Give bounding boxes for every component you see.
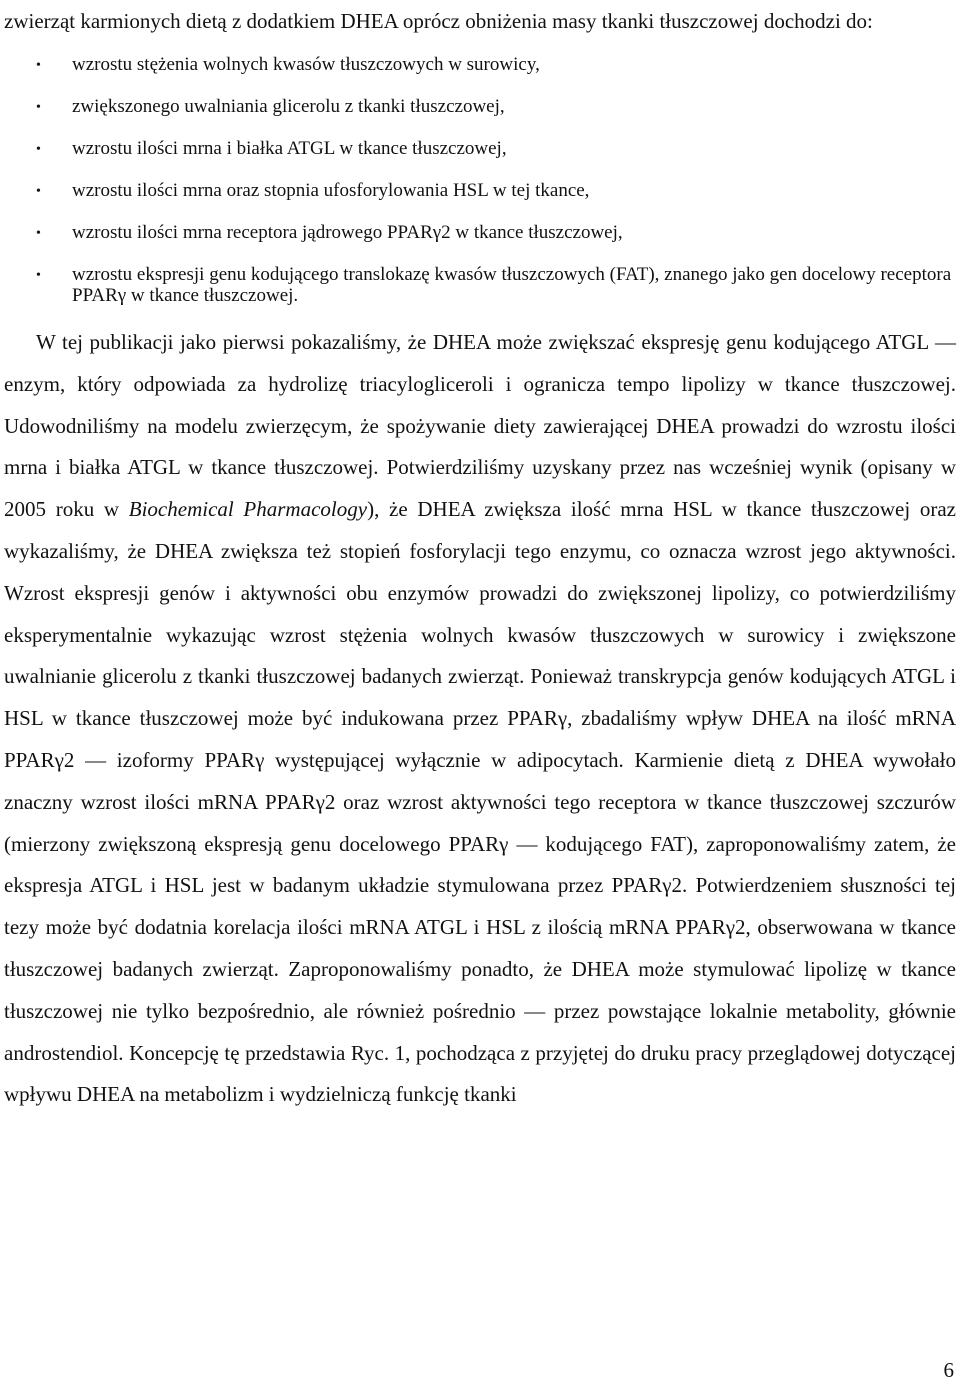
list-item-text: wzrostu ilości mrna oraz stopnia ufosforylowania HSL w tej tkance, — [72, 180, 590, 201]
list-item — [4, 96, 956, 117]
main-paragraph — [4, 322, 956, 1116]
document-page — [4, 0, 956, 1116]
paragraph-text-part1: W tej publikacji jako pierwsi pokazaliśmy, że DHEA może zwiększać ekspresję genu kodującego ATGL — enzym, który odpowiada za hydrolizę triacylogliceroli i ogranicza tempo lipolizy w tkance tłuszczowej. Udowodniliśmy na modelu zwierzęcym, że spożywanie diety zawierającej DHEA prowadzi do wzrostu ilości mrna i białka ATGL w tkance tłuszczowej. Potwierdziliśmy uzyskany przez nas wcześniej wynik (opisany w 2005 roku w — [4, 330, 956, 522]
list-item — [4, 138, 956, 159]
list-item-text: wzrostu ilości mrna receptora jądrowego PPARγ2 w tkance tłuszczowej, — [72, 222, 623, 243]
findings-list — [4, 54, 956, 306]
bullet-icon: • — [36, 268, 41, 283]
list-item-text: zwiększonego uwalniania glicerolu z tkanki tłuszczowej, — [72, 96, 505, 117]
list-item-text: wzrostu ilości mrna i białka ATGL w tkance tłuszczowej, — [72, 138, 507, 159]
list-item — [4, 180, 956, 201]
bullet-icon: • — [36, 58, 41, 73]
bullet-icon: • — [36, 142, 41, 157]
journal-title: Biochemical Pharmacology — [128, 497, 368, 522]
bullet-icon: • — [36, 184, 41, 199]
bullet-icon: • — [36, 226, 41, 241]
paragraph-text-part2: ), że DHEA zwiększa ilość mrna HSL w tkance tłuszczowej oraz wykazaliśmy, że DHEA zwiększa też stopień fosforylacji tego enzymu, co oznacza wzrost jego aktywności. Wzrost ekspresji genów i aktywności obu enzymów prowadzi do zwiększonej lipolizy, co potwierdziliśmy eksperymentalnie wykazując wzrost stężenia wolnych kwasów tłuszczowych w surowicy i zwiększone uwalnianie glicerolu z tkanki tłuszczowej badanych zwierząt. Ponieważ transkrypcja genów kodujących ATGL i HSL w tkance tłuszczowej może być indukowana przez PPARγ, zbadaliśmy wpływ DHEA na ilość mRNA PPARγ2 — izoformy PPARγ występującej wyłącznie w adipocytach. Karmienie dietą z DHEA wywołało znaczny wzrost ilości mRNA PPARγ2 oraz wzrost aktywności tego receptora w tkance tłuszczowej szczurów (mierzony zwiększoną ekspresją genu docelowego PPARγ — kodującego FAT), zaproponowaliśmy zatem, że ekspresja ATGL i HSL jest w badanym układzie stymulowana przez PPARγ2. Potwierdzeniem słuszności tej tezy może być dodatnia korelacja ilości mRNA ATGL i HSL z ilością mRNA PPARγ2, obserwowana w tkance tłuszczowej badanych zwierząt. Zaproponowaliśmy ponadto, że DHEA może stymulować lipolizę w tkance tłuszczowej nie tylko bezpośrednio, ale również pośrednio — przez powstające lokalnie metabolity, głównie androstendiol. Koncepcję tę przedstawia Ryc. 1, pochodząca z przyjętej do druku pracy przeglądowej dotyczącej wpływu DHEA na metabolizm i wydzielniczą funkcję tkanki — [4, 497, 956, 1107]
intro-text: zwierząt karmionych dietą z dodatkiem DHEA oprócz obniżenia masy tkanki tłuszczowej dochodzi do: — [4, 9, 873, 33]
list-item-text: wzrostu ekspresji genu kodującego translokazę kwasów tłuszczowych (FAT), znanego jako gen docelowy receptora PPARγ w tkance tłuszczowej. — [72, 264, 952, 306]
list-item-text: wzrostu stężenia wolnych kwasów tłuszczowych w surowicy, — [72, 54, 540, 75]
bullet-icon: • — [36, 100, 41, 115]
list-item — [4, 264, 956, 306]
page-number: 6 — [943, 1358, 954, 1382]
list-item — [4, 54, 956, 75]
list-item — [4, 222, 956, 243]
